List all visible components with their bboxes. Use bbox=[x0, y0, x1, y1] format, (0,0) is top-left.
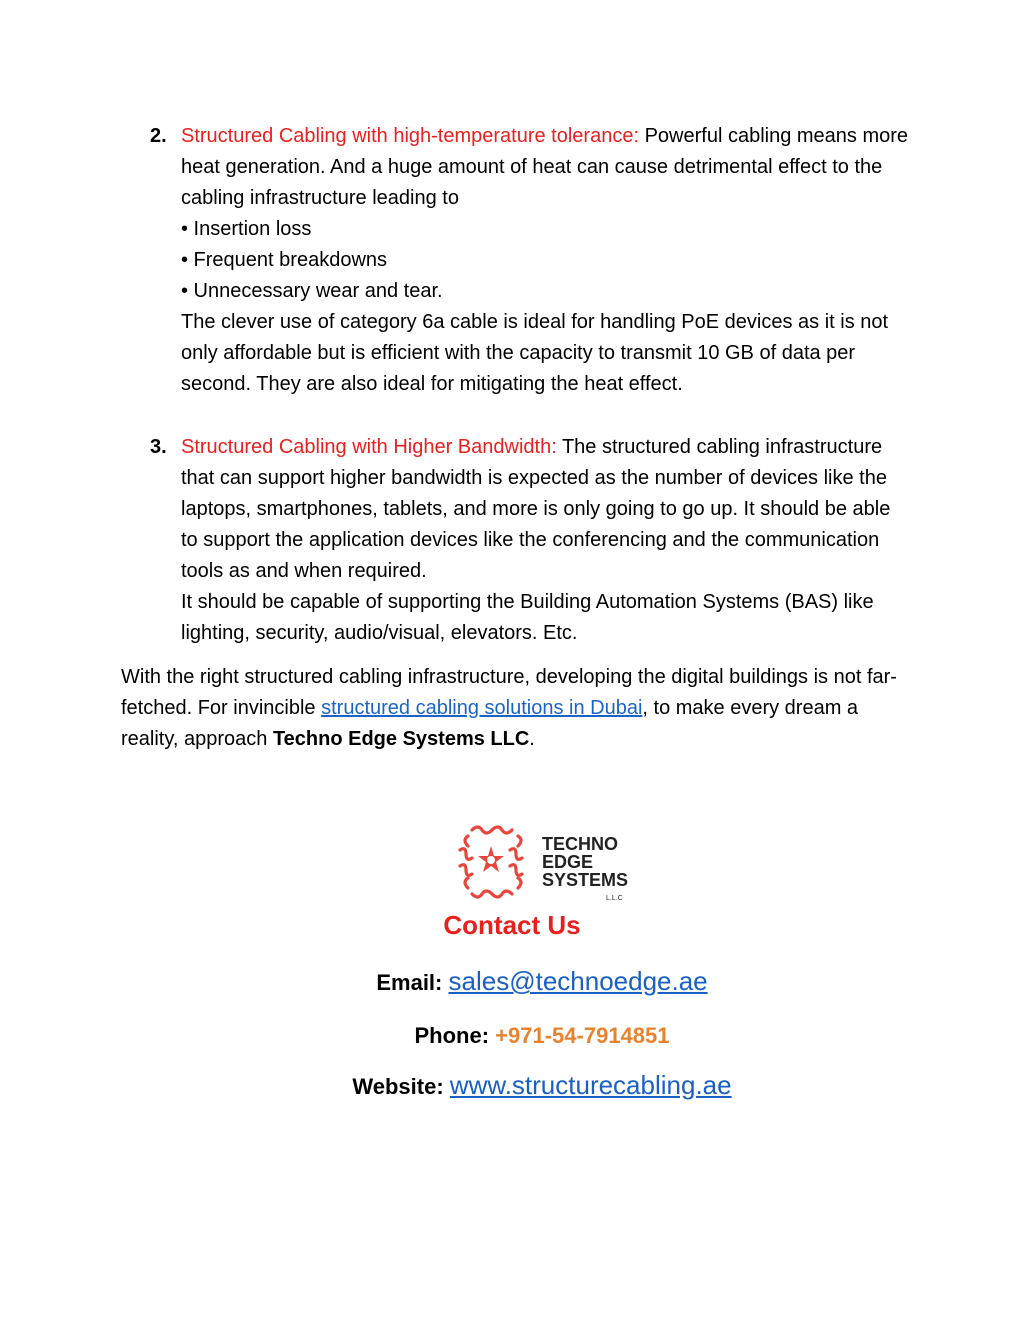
email-link[interactable]: sales@technoedge.ae bbox=[448, 966, 708, 996]
bullet-item: • Frequent breakdowns bbox=[181, 249, 388, 271]
email-label: Email: bbox=[376, 970, 443, 995]
website-line bbox=[0, 1070, 1024, 1101]
logo-mark-icon bbox=[456, 822, 631, 902]
bullet-item: • Insertion loss bbox=[181, 218, 312, 240]
website-link[interactable]: www.structurecabling.ae bbox=[449, 1070, 732, 1100]
logo-suffix: L.L.C bbox=[606, 895, 623, 902]
logo-line-1: TECHNO bbox=[542, 834, 618, 854]
company-name: Techno Edge Systems LLC bbox=[272, 728, 530, 750]
item-closing: It should be capable of supporting the Building Automation Systems (BAS) like lighting, security, audio/visual, elevators. Etc. bbox=[181, 591, 874, 644]
conclusion-text: . bbox=[529, 728, 535, 750]
conclusion-text: , to make every dream a reality, approach bbox=[121, 697, 859, 750]
list-number: 3. bbox=[150, 436, 167, 458]
item-closing: The clever use of category 6a cable is ideal for handling PoE devices as it is not only affordable but is efficient with the capacity to transmit 10 GB of data per second. They are also ideal for mitigating the heat effect. bbox=[181, 311, 889, 395]
company-logo bbox=[456, 822, 631, 902]
list-number: 2. bbox=[150, 125, 167, 147]
contact-title: Contact Us bbox=[443, 910, 581, 940]
list-item-2 bbox=[150, 121, 910, 400]
item-intro bbox=[181, 121, 910, 214]
item-heading: Structured Cabling with high-temperature tolerance: bbox=[181, 125, 640, 147]
list-item-3 bbox=[150, 432, 910, 649]
logo-line-2: EDGE bbox=[542, 852, 594, 872]
list-item-body bbox=[181, 121, 910, 400]
logo-line-3: SYSTEMS bbox=[542, 870, 629, 890]
item-intro bbox=[181, 432, 910, 587]
conclusion-paragraph bbox=[121, 662, 921, 755]
cabling-solutions-link[interactable]: structured cabling solutions in Dubai bbox=[321, 697, 643, 719]
conclusion-text: With the right structured cabling infrastructure, developing the digital buildings is not far-fetched. For invincible bbox=[121, 666, 897, 719]
phone-number: +971-54-7914851 bbox=[495, 1023, 670, 1048]
list-item-body bbox=[181, 432, 910, 649]
item-heading: Structured Cabling with Higher Bandwidth: bbox=[181, 436, 557, 458]
item-intro-text: The structured cabling infrastructure that can support higher bandwidth is expected as the number of devices like the laptops, smartphones, tablets, and more is only going to go up. It should be able to support the application devices like the conferencing and the communication tools as and when required. bbox=[181, 436, 891, 582]
phone-label: Phone: bbox=[414, 1023, 490, 1048]
email-line bbox=[0, 966, 1024, 997]
bullet-item: • Unnecessary wear and tear. bbox=[181, 280, 443, 302]
phone-line bbox=[0, 1023, 1024, 1049]
item-intro-text: Powerful cabling means more heat generation. And a huge amount of heat can cause detrimental effect to the cabling infrastructure leading to bbox=[181, 125, 909, 209]
website-label: Website: bbox=[352, 1074, 444, 1099]
